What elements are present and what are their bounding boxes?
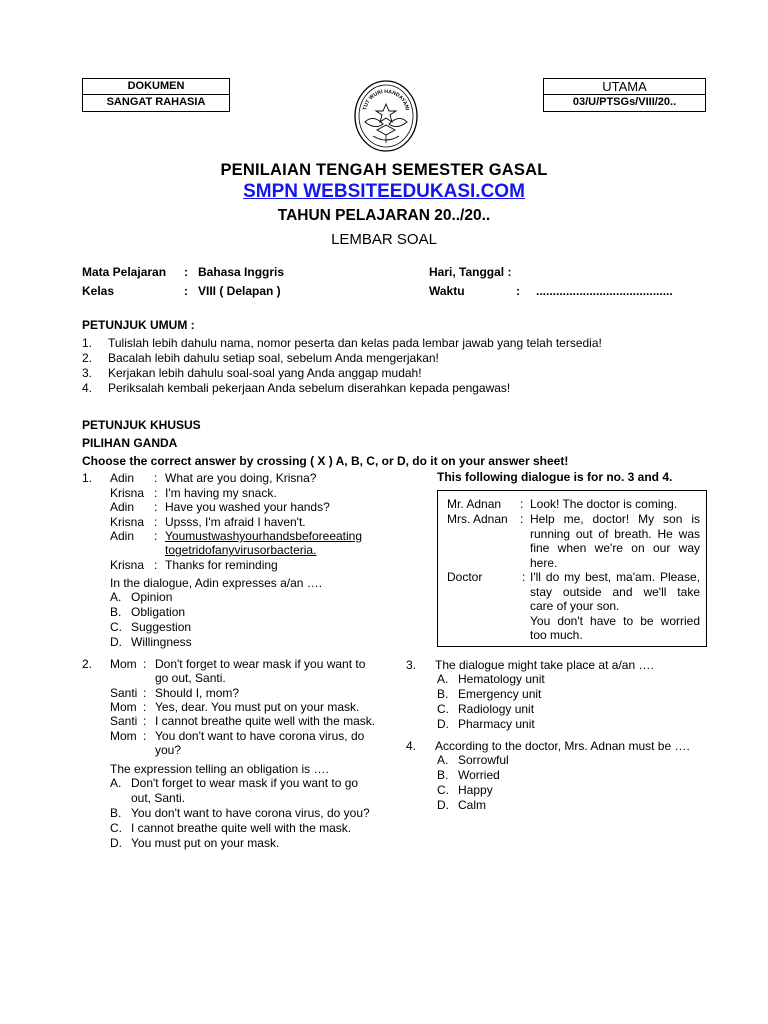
day-date-label: Hari, Tanggal :	[429, 265, 512, 279]
special-instructions-heading: PETUNJUK KHUSUS	[82, 418, 201, 432]
option-text: Worried	[458, 768, 500, 782]
question-1-options	[110, 590, 192, 650]
question-3-prompt: The dialogue might take place at a/an ….	[435, 658, 654, 672]
dialogue-note: This following dialogue is for no. 3 and 4.	[437, 470, 673, 484]
dialogue-colon: :	[520, 497, 524, 511]
option-letter: A.	[437, 672, 449, 686]
option-letter: B.	[110, 806, 122, 820]
utterance: go out, Santi.	[155, 671, 226, 685]
speaker: Krisna	[110, 515, 145, 529]
document-classification-box	[82, 78, 230, 112]
dialogue-speaker: Mr. Adnan	[447, 497, 502, 511]
speaker: Mom	[110, 729, 137, 743]
item-text: Tulislah lebih dahulu nama, nomor peserta dan kelas pada lembar jawab yang telah tersedia!	[108, 336, 602, 350]
dialogue-utterance: too much.	[530, 628, 583, 642]
option-b[interactable]	[437, 687, 545, 702]
option-text: Sorrowful	[458, 753, 509, 767]
colon: :	[154, 500, 158, 514]
option-c[interactable]	[437, 783, 509, 798]
option-c[interactable]	[110, 620, 192, 635]
option-letter: A.	[110, 776, 122, 790]
speaker: Mom	[110, 657, 137, 671]
question-2-prompt: The expression telling an obligation is ….	[110, 762, 329, 776]
utterance: Should I, mom?	[155, 686, 240, 700]
option-letter: B.	[437, 687, 449, 701]
question-4-options	[437, 753, 509, 813]
utterance: I'm having my snack.	[165, 486, 277, 500]
item-number: 3.	[82, 366, 93, 380]
dialogue-speaker: Doctor	[447, 570, 483, 584]
multiple-choice-heading: PILIHAN GANDA	[82, 436, 178, 450]
utterance: You don't want to have corona virus, do	[155, 729, 365, 743]
option-letter: C.	[110, 821, 122, 835]
tut-wuri-handayani-emblem-icon	[353, 78, 419, 152]
document-code: 03/U/PTSGs/VIII/20..	[572, 96, 677, 108]
option-b[interactable]	[110, 806, 370, 821]
speaker: Adin	[110, 471, 135, 485]
option-text: I cannot breathe quite well with the mask.	[131, 821, 352, 835]
option-d[interactable]	[437, 717, 545, 732]
emblem-motto: TUT WURI HANDAYANI	[362, 88, 410, 111]
dialogue-utterance: You don't have to be worried	[530, 614, 700, 628]
option-text: Pharmacy unit	[458, 717, 535, 731]
option-text: Obligation	[131, 605, 186, 619]
utterance: What are you doing, Krisna?	[165, 471, 317, 485]
speaker: Krisna	[110, 558, 145, 572]
colon: :	[154, 558, 158, 572]
option-text: Happy	[458, 783, 493, 797]
option-a-continued	[110, 791, 370, 806]
utterance: Youmustwashyourhandsbeforeeating	[165, 529, 363, 543]
speaker: Krisna	[110, 486, 145, 500]
utterance: Don't forget to wear mask if you want to	[155, 657, 366, 671]
option-text: Suggestion	[131, 620, 192, 634]
colon: :	[143, 714, 147, 728]
dialogue-colon: :	[520, 512, 524, 526]
option-a[interactable]	[110, 590, 192, 605]
option-text: You must put on your mask.	[131, 836, 280, 850]
document-type: UTAMA	[544, 79, 705, 95]
question-2-dialogue	[110, 657, 400, 762]
svg-text:TUT WURI HANDAYANI	[362, 89, 410, 111]
list-item	[82, 381, 602, 396]
option-letter: D.	[110, 836, 122, 850]
dialogue-utterance: stay outside and we'll take	[530, 585, 700, 599]
subject-value: Bahasa Inggris	[198, 265, 285, 279]
option-text: Opinion	[131, 590, 173, 604]
list-item	[82, 351, 602, 366]
option-d[interactable]	[110, 635, 192, 650]
utterance: I cannot breathe quite well with the mask.	[155, 714, 376, 728]
item-number: 4.	[82, 381, 93, 395]
colon: :	[154, 515, 158, 529]
dialogue-utterance: Help me, doctor! My son is	[530, 512, 700, 526]
dialogue-speaker: Mrs. Adnan	[447, 512, 508, 526]
option-letter: A.	[437, 753, 449, 767]
school-name-link[interactable]: SMPN WEBSITEEDUKASI.COM	[243, 181, 525, 202]
list-item	[82, 336, 602, 351]
question-2-number: 2.	[82, 657, 93, 671]
item-text: Kerjakan lebih dahulu soal-soal yang Anda anggap mudah!	[108, 366, 422, 380]
option-text: Emergency unit	[458, 687, 542, 701]
utterance: Thanks for reminding	[165, 558, 278, 572]
option-a[interactable]	[437, 672, 545, 687]
colon: :	[143, 700, 147, 714]
list-item	[82, 366, 602, 381]
option-text: Calm	[458, 798, 487, 812]
time-label: Waktu	[429, 284, 465, 298]
option-a[interactable]	[437, 753, 509, 768]
option-d[interactable]	[437, 798, 509, 813]
item-number: 1.	[82, 336, 93, 350]
time-value: .........................................	[536, 284, 673, 298]
utterance: you?	[155, 743, 182, 757]
option-letter: C.	[437, 783, 449, 797]
option-text: Willingness	[131, 635, 192, 649]
dialogue-utterance: care of your son.	[530, 599, 620, 613]
option-text: out, Santi.	[131, 791, 186, 805]
dialogue-utterance: fine when we're on our way	[530, 541, 700, 555]
utterance: Yes, dear. You must put on your mask.	[155, 700, 360, 714]
utterance: togetridofanyvirusorbacteria.	[165, 543, 317, 557]
subject-colon: :	[184, 265, 188, 279]
class-colon: :	[184, 284, 188, 298]
item-number: 2.	[82, 351, 93, 365]
dialogue-utterance: here.	[530, 556, 558, 570]
question-3-number: 3.	[406, 658, 417, 672]
time-colon: :	[516, 284, 520, 298]
item-text: Bacalah lebih dahulu setiap soal, sebelum Anda mengerjakan!	[108, 351, 439, 365]
colon: :	[154, 471, 158, 485]
general-instructions-list	[82, 336, 602, 396]
question-1-prompt: In the dialogue, Adin expresses a/an ….	[110, 576, 323, 590]
speaker: Santi	[110, 686, 138, 700]
option-letter: B.	[437, 768, 449, 782]
dialogue-utterance: Look! The doctor is coming.	[530, 497, 678, 511]
option-letter: C.	[437, 702, 449, 716]
option-text: You don't want to have corona virus, do you?	[131, 806, 370, 820]
class-value: VIII ( Delapan )	[198, 284, 281, 298]
colon: :	[143, 686, 147, 700]
answer-instruction: Choose the correct answer by crossing ( X ) A, B, C, or D, do it on your answer sheet!	[82, 454, 569, 468]
utterance: Upsss, I'm afraid I haven't.	[165, 515, 306, 529]
school-name	[0, 181, 768, 203]
academic-year: TAHUN PELAJARAN 20../20..	[277, 207, 491, 224]
colon: :	[143, 657, 147, 671]
item-text: Periksalah kembali pekerjaan Anda sebelum diserahkan kepada pengawas!	[108, 381, 511, 395]
option-d[interactable]	[110, 836, 370, 851]
question-2-options	[110, 776, 370, 851]
sheet-title: LEMBAR SOAL	[331, 231, 437, 248]
colon: :	[143, 729, 147, 743]
option-text: Hematology unit	[458, 672, 545, 686]
option-letter: D.	[437, 717, 449, 731]
speaker: Adin	[110, 529, 135, 543]
dialogue-box-q3-q4	[437, 490, 707, 647]
colon: :	[154, 529, 158, 543]
option-letter: D.	[437, 798, 449, 812]
option-letter: B.	[110, 605, 122, 619]
option-b[interactable]	[110, 605, 192, 620]
question-4-number: 4.	[406, 739, 417, 753]
option-letter: A.	[110, 590, 122, 604]
speaker: Adin	[110, 500, 135, 514]
question-3-options	[437, 672, 545, 732]
option-c[interactable]	[437, 702, 545, 717]
speaker: Mom	[110, 700, 137, 714]
option-a[interactable]	[110, 776, 370, 791]
option-text: Radiology unit	[458, 702, 535, 716]
colon: :	[154, 486, 158, 500]
document-code-box	[543, 78, 706, 112]
general-instructions-heading: PETUNJUK UMUM :	[82, 318, 195, 332]
question-4-prompt: According to the doctor, Mrs. Adnan must be ….	[435, 739, 690, 753]
option-b[interactable]	[437, 768, 509, 783]
option-letter: D.	[110, 635, 122, 649]
utterance: Have you washed your hands?	[165, 500, 330, 514]
option-letter: C.	[110, 620, 122, 634]
class-label: Kelas	[82, 284, 115, 298]
option-text: Don't forget to wear mask if you want to go	[131, 776, 359, 790]
classification-line-2: SANGAT RAHASIA	[106, 96, 206, 108]
option-c[interactable]	[110, 821, 370, 836]
speaker: Santi	[110, 714, 138, 728]
dialogue-utterance: I'll do my best, ma'am. Please,	[530, 570, 700, 584]
dialogue-colon: :	[522, 570, 526, 584]
question-1-number: 1.	[82, 471, 93, 485]
subject-label: Mata Pelajaran	[82, 265, 167, 279]
exam-title: PENILAIAN TENGAH SEMESTER GASAL	[220, 161, 548, 179]
dialogue-utterance: running out of breath. He was	[530, 527, 700, 541]
classification-line-1: DOKUMEN	[83, 79, 229, 95]
question-1-dialogue	[110, 471, 410, 576]
